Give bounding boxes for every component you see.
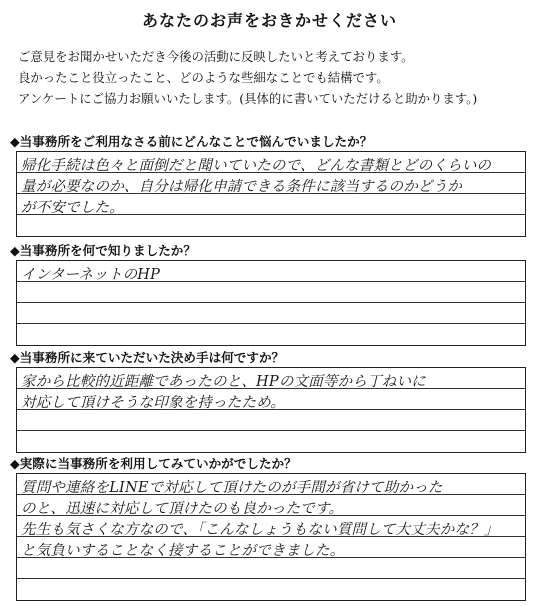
intro-line: ご意見をお聞かせいただき今後の活動に反映したいと考えております。 [18,49,414,64]
handwritten-answer: インターネットのHP [21,267,161,283]
handwritten-answer: 帰化手続は色々と面倒だと聞いていたので、どんな書類とどのくらいの [21,158,492,174]
handwritten-answer: 量が必要なのか、自分は帰化申請できる条件に該当するのかどうか [21,179,462,195]
page-title: あなたのお声をおきかせください [141,11,397,30]
question-label: ◆実際に当事務所を利用してみていかがでしたか？ [10,456,297,471]
question-label: ◆当事務所を何で知りましたか？ [10,243,196,258]
answer-box [16,473,526,601]
answer-line [17,474,525,495]
answer-line [17,368,525,389]
answer-line [17,215,525,236]
answer-line [17,516,525,537]
answer-box [16,151,526,237]
answer-line [17,579,525,600]
answer-box [16,367,526,453]
answer-line [17,303,525,324]
question-label: ◆当事務所に来ていただいた決め手は何ですか？ [10,350,285,365]
handwritten-answer: 家から比較的近距離であったのと、HPの文面等から丁ねいに [21,374,426,390]
intro-line: 良かったこと役立ったこと、どのような些細なことでも結構です。 [18,70,389,85]
answer-line [17,431,525,452]
intro-line: アンケートにご協力お願いいたします。(具体的に書いていただけると助かります。) [18,91,478,106]
answer-line [17,282,525,303]
answer-line [17,410,525,431]
handwritten-answer: が不安でした。 [21,200,124,216]
handwritten-answer: と気負いすることなく接することができました。 [21,543,345,559]
answer-line [17,152,525,173]
answer-line [17,558,525,579]
handwritten-answer: 先生も気さくな方なので、「こんなしょうもない質問して大丈夫かな？」 [21,522,499,538]
handwritten-answer: 対応して頂けそうな印象を持ったため。 [21,395,286,411]
question-label: ◆当事務所をご利用なさる前にどんなことで悩んでいましたか？ [10,134,373,149]
answer-line [17,324,525,345]
handwritten-answer: 質問や連絡をLINEで対応して頂けたのが手間が省けて助かった [21,480,443,496]
answer-line [17,194,525,215]
answer-line [17,389,525,410]
handwritten-answer: のと、迅速に対応して頂けたのも良かったです。 [21,501,344,517]
answer-line [17,495,525,516]
answer-line [17,261,525,282]
answer-line [17,173,525,194]
answer-line [17,537,525,558]
intro-text [18,46,533,109]
answer-box [16,260,526,346]
